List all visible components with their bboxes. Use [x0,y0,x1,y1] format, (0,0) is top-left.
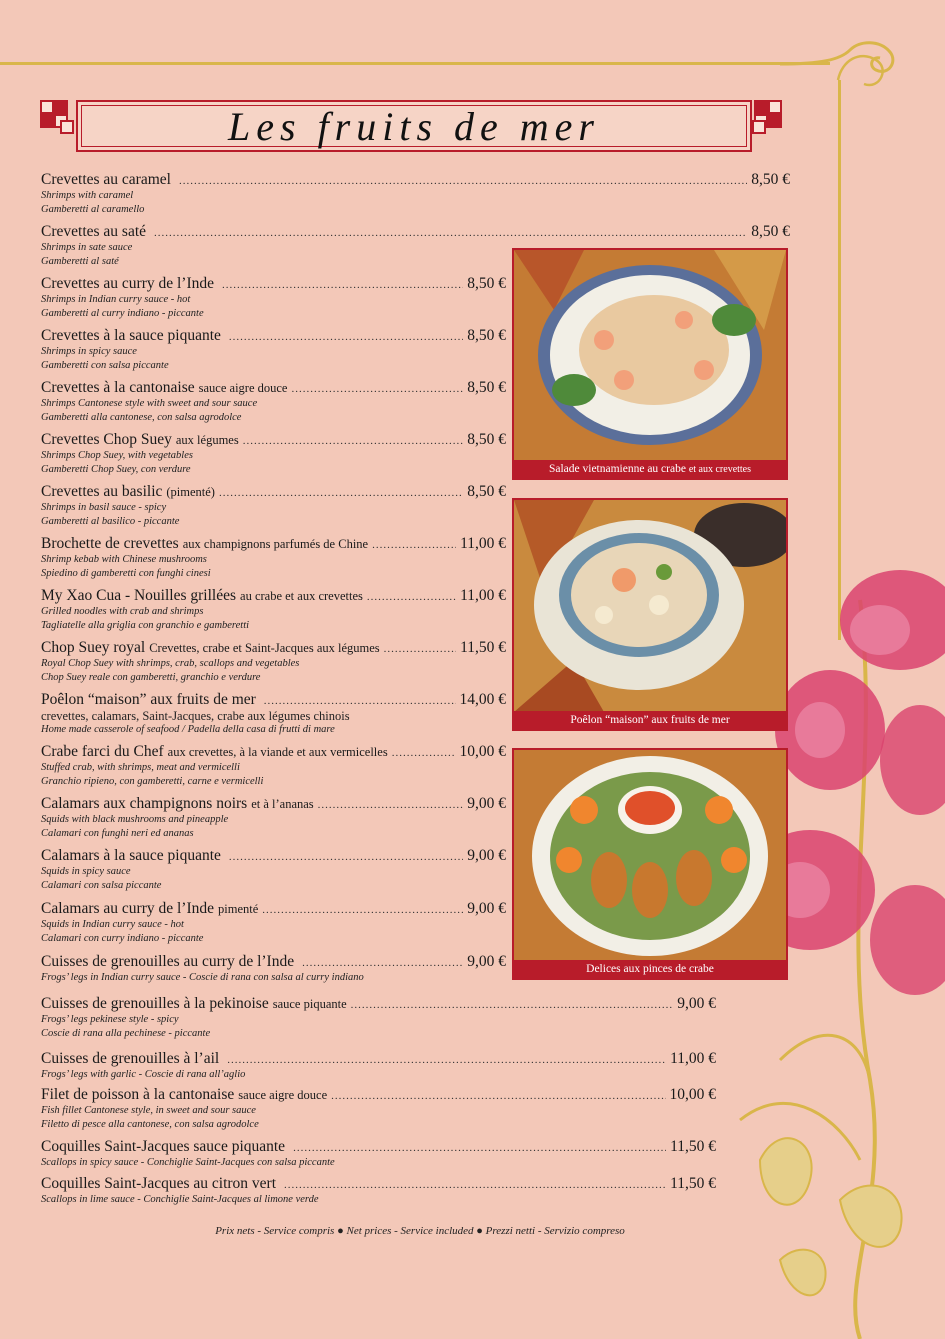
item-price: 9,00 € [677,995,716,1012]
menu-item [41,587,506,633]
item-italian: Gamberetti al basilico - piccante [41,516,180,527]
gold-frame-top [0,62,830,65]
photo-poelon-maison [512,498,788,731]
item-name: Cuisses de grenouilles à la pekinoise [41,995,269,1012]
item-english: Shrimps Cantonese style with sweet and sour sauce [41,398,258,409]
item-price: 11,50 € [670,1175,716,1192]
dot-leader [219,487,463,499]
item-detail: Crevettes, crabe et Saint-Jacques aux légumes [149,641,380,655]
item-name: Crevettes au saté [41,223,147,240]
menu-item [41,275,506,321]
item-ingredients: crevettes, calamars, Saint-Jacques, crabe aux légumes chinois [41,709,350,723]
menu-item [41,535,506,581]
item-detail: au crabe et aux crevettes [240,589,363,603]
photo-caption: Delices aux pinces de crabe [514,960,786,978]
item-name: Cuisses de grenouilles au curry de l’Inde [41,953,295,970]
dot-leader [243,435,464,447]
item-italian: Filetto di pesce alla cantonese, con salsa agrodolce [41,1119,259,1130]
dot-leader [367,591,456,603]
item-detail: aux champignons parfumés de Chine [182,537,369,551]
dot-leader [384,643,456,655]
item-price: 8,50 € [467,431,506,448]
item-detail: aux légumes [175,433,239,447]
item-name: Crevettes à la cantonaise [41,379,195,396]
item-detail: sauce aigre douce [198,381,288,395]
item-price: 8,50 € [467,379,506,396]
item-name: Chop Suey royal [41,639,146,656]
item-name: Calamars à la sauce piquante [41,847,221,864]
item-price: 10,00 € [459,743,506,760]
menu-item [41,639,506,685]
item-italian: Calamari con salsa piccante [41,880,162,891]
menu-item [41,1175,716,1207]
item-price: 8,50 € [467,275,506,292]
gold-ornament-icon [780,40,930,160]
item-name: Calamars aux champignons noirs [41,795,248,812]
dot-leader [227,1054,666,1066]
dot-leader [284,1179,666,1191]
item-price: 9,00 € [467,795,506,812]
salad-plate-icon [514,250,786,460]
item-price: 11,00 € [460,587,506,604]
dot-leader [372,539,456,551]
item-name: Coquilles Saint-Jacques au citron vert [41,1175,277,1192]
item-name: Crevettes à la sauce piquante [41,327,221,344]
menu-item [41,743,506,789]
item-price: 9,00 € [467,953,506,970]
dot-leader [318,799,464,811]
item-english: Shrimps in basil sauce - spicy [41,502,167,513]
item-english: Squids in Indian curry sauce - hot [41,919,184,930]
corner-ornament-right-icon [754,100,790,136]
item-italian: Gamberetti al saté [41,256,119,267]
casserole-icon [514,500,786,712]
item-english: Grilled noodles with crab and shrimps [41,606,204,617]
photo-salade-vietnamienne [512,248,788,480]
dot-leader [154,227,747,239]
dot-leader [331,1090,665,1102]
item-price: 11,00 € [460,535,506,552]
item-italian: Gamberetti Chop Suey, con verdure [41,464,191,475]
item-price: 11,50 € [670,1138,716,1155]
item-price: 14,00 € [459,691,506,708]
item-price: 8,50 € [467,483,506,500]
menu-item [41,483,506,529]
dot-leader [293,1142,666,1154]
item-name: My Xao Cua - Nouilles grillées [41,587,237,604]
item-english: Shrimps in sate sauce [41,242,133,253]
item-name: Crevettes au basilic [41,483,163,500]
item-name: Coquilles Saint-Jacques sauce piquante [41,1138,286,1155]
item-italian: Coscie di rana alla pechinese - piccante [41,1028,211,1039]
title-banner [76,100,752,152]
item-detail: aux crevettes, à la viande et aux vermicelles [167,745,388,759]
item-italian: Gamberetti al curry indiano - piccante [41,308,204,319]
item-name: Crevettes au curry de l’Inde [41,275,215,292]
menu-item [41,1086,716,1132]
item-english: Scallops in spicy sauce - Conchiglie Saint-Jacques con salsa piccante [41,1157,335,1168]
item-english: Shrimps in spicy sauce [41,346,137,357]
item-detail: pimenté [218,902,259,916]
item-name: Crabe farci du Chef [41,743,164,760]
item-name: Cuisses de grenouilles à l’ail [41,1050,220,1067]
item-italian: Gamberetti al caramello [41,204,145,215]
item-english: Shrimps with caramel [41,190,134,201]
dot-leader [229,851,463,863]
menu-item [41,691,506,737]
gold-frame-right [838,80,841,640]
item-english: Shrimps in Indian curry sauce - hot [41,294,191,305]
item-price: 9,00 € [467,900,506,917]
item-name: Poêlon “maison” aux fruits de mer [41,691,256,708]
item-price: 8,50 € [751,171,790,188]
item-english: Squids with black mushrooms and pineapple [41,814,229,825]
photo-caption: Poêlon “maison” aux fruits de mer [514,711,786,729]
item-name: Filet de poisson à la cantonaise [41,1086,235,1103]
item-price: 11,50 € [460,639,506,656]
corner-ornament-left-icon [38,100,74,136]
item-english: Fish fillet Cantonese style, in sweet and sour sauce [41,1105,256,1116]
menu-item [41,847,506,893]
crab-claws-plate-icon [514,750,786,962]
footer-note: Prix nets - Service compris ● Net prices - Service included ● Prezzi netti - Servizio compreso [215,1225,625,1237]
dot-leader [291,383,463,395]
item-italian: Granchio ripieno, con gamberetti, carne e vermicelli [41,776,264,787]
item-italian: Gamberetti alla cantonese, con salsa agrodolce [41,412,242,423]
item-detail: sauce aigre douce [238,1088,328,1102]
item-italian: Chop Suey reale con gamberetti, granchio e verdure [41,672,261,683]
page-title: Les fruits de mer [228,103,600,149]
photo-delices-pinces-crabe [512,748,788,980]
dot-leader [302,957,463,969]
dot-leader [262,904,463,916]
item-italian: Calamari con funghi neri ed ananas [41,828,194,839]
item-name: Crevettes au caramel [41,171,171,188]
item-price: 8,50 € [467,327,506,344]
item-english: Royal Chop Suey with shrimps, crab, scallops and vegetables [41,658,300,669]
item-name: Brochette de crevettes [41,535,179,552]
dot-leader [264,695,456,707]
item-english: Home made casserole of seafood / Padella della casa di frutti di mare [41,724,335,735]
item-english: Stuffed crab, with shrimps, meat and vermicelli [41,762,240,773]
item-price: 8,50 € [751,223,790,240]
dot-leader [222,279,463,291]
item-english: Squids in spicy sauce [41,866,131,877]
menu-item [41,379,506,425]
item-detail: (pimenté) [166,485,215,499]
menu-item [41,795,506,841]
menu-item [41,431,506,477]
item-name: Crevettes Chop Suey [41,431,172,448]
menu-item [41,171,790,217]
menu-item [41,1138,716,1170]
item-english: Shrimp kebab with Chinese mushrooms [41,554,207,565]
item-english: Frogs’ legs pekinese style - spicy [41,1014,179,1025]
item-italian: Tagliatelle alla griglia con granchio e gamberetti [41,620,250,631]
dot-leader [179,175,747,187]
menu-item [41,995,716,1041]
item-price: 10,00 € [669,1086,716,1103]
item-price: 11,00 € [670,1050,716,1067]
dot-leader [392,747,456,759]
item-detail: sauce piquante [272,997,347,1011]
item-name: Calamars au curry de l’Inde [41,900,215,917]
menu-item [41,900,506,946]
item-detail: et à l’ananas [251,797,314,811]
menu-item [41,953,506,985]
item-english: Scallops in lime sauce - Conchiglie Saint-Jacques al limone verde [41,1194,319,1205]
item-italian: Calamari con curry indiano - piccante [41,933,204,944]
dot-leader [229,331,463,343]
item-english: Frogs’ legs in Indian curry sauce - Coscie di rana con salsa al curry indiano [41,972,364,983]
dot-leader [351,999,674,1011]
item-english: Frogs’ legs with garlic - Coscie di rana all’aglio [41,1069,246,1080]
menu-item [41,1050,716,1082]
photo-caption: Salade vietnamienne au crabe et aux crevettes [514,460,786,478]
menu-item [41,327,506,373]
item-italian: Gamberetti con salsa piccante [41,360,169,371]
item-english: Shrimps Chop Suey, with vegetables [41,450,193,461]
item-italian: Spiedino di gamberetti con funghi cinesi [41,568,211,579]
item-price: 9,00 € [467,847,506,864]
